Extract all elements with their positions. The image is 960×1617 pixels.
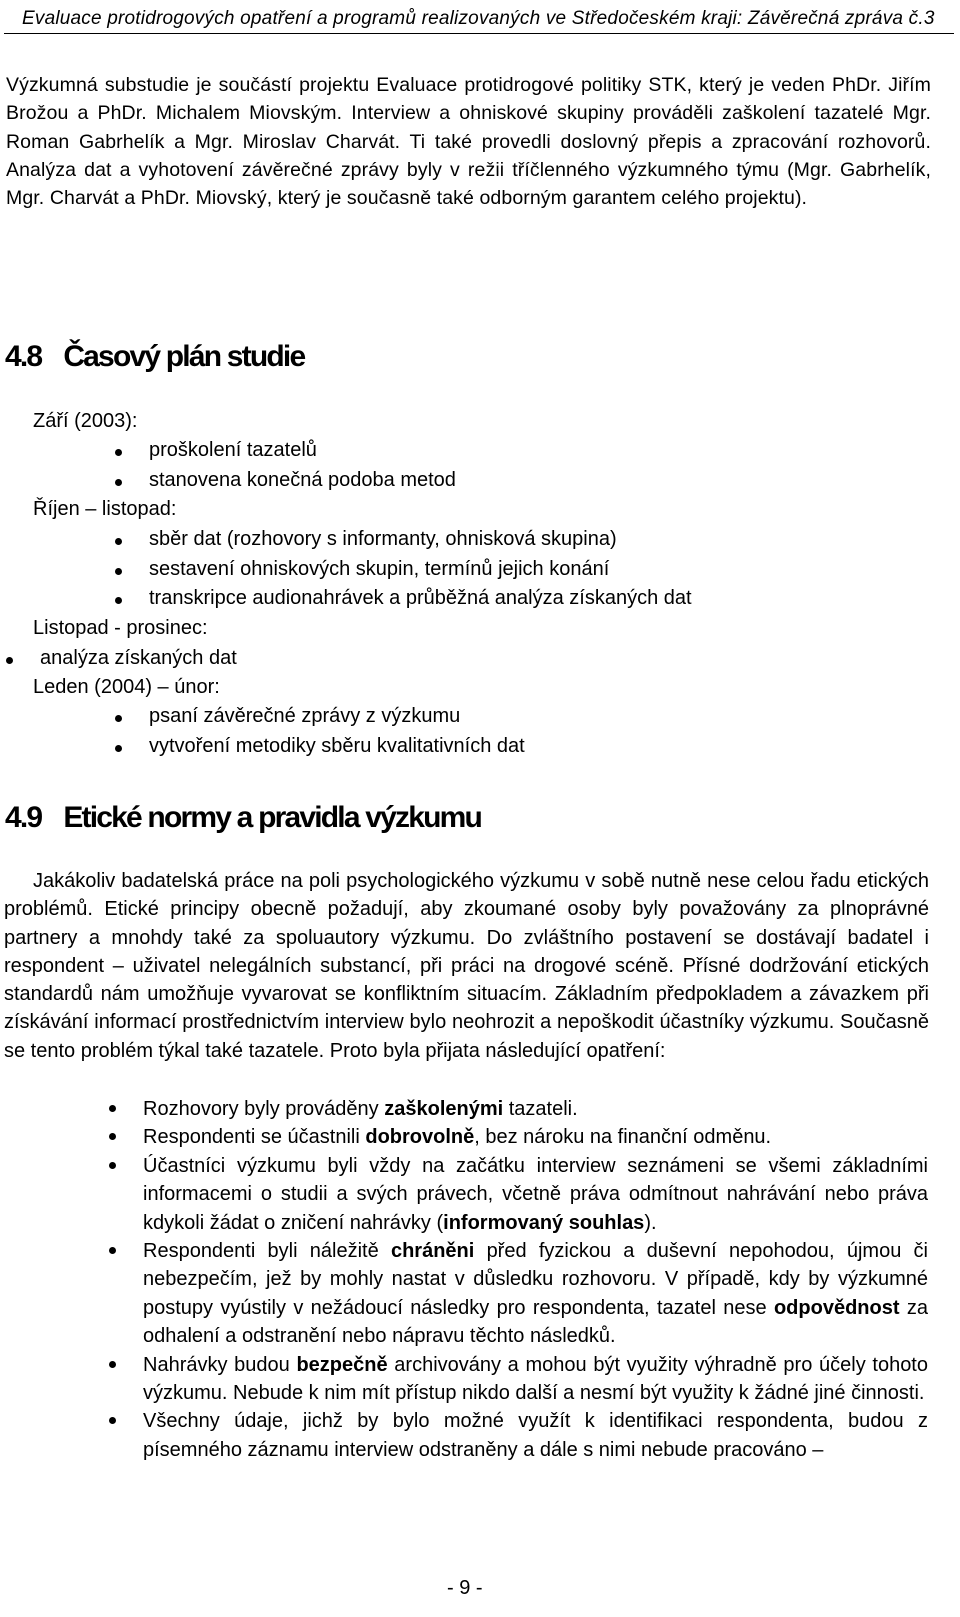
bullet-icon: [109, 1133, 116, 1140]
header-title: Evaluace protidrogových opatření a programů realizovaných ve Středočeském kraji: Závěrečná zpráva č.3: [22, 8, 935, 29]
schedule-period: Září (2003):: [33, 410, 138, 432]
intro-paragraph: Výzkumná substudie je součástí projektu Evaluace protidrogové politiky STK, který je veden PhDr. Jiřím Brožou a PhDr. Michalem Miovským. Interview a ohniskové skupiny prováděli zaškolení tazatelé Mgr. Roman Gabrhelík a Mgr. Miroslav Charvát. Ti také provedli doslovný přepis a zpracování rozhovorů. Analýza dat a vyhotovení závěrečné zprávy byly v režii tříčlenného výzkumného týmu (Mgr. Gabrhelík, Mgr. Charvát a PhDr. Miovský, který je současně také odborným garantem celého projektu).: [6, 74, 931, 210]
list-item: Nahrávky budou bezpečně archivovány a mohou být využity výhradně pro účely tohoto výzkumu. Nebude k nim mít přístup nikdo další a nesmí být využity k žádné jiné činnosti.: [143, 1351, 928, 1408]
schedule-item-text: sestavení ohniskových skupin, termínů jejich konání: [149, 558, 610, 580]
list-item: Všechny údaje, jichž by bylo možné využít k identifikaci respondenta, budou z písemného záznamu interview odstraněny a dále s nimi nebude pracováno –: [143, 1407, 928, 1464]
section-title: Časový plán studie: [63, 340, 305, 373]
bullet-icon: [109, 1361, 116, 1368]
running-header: [4, 4, 954, 34]
ethics-paragraph-text: Jakákoliv badatelská práce na poli psychologického výzkumu v sobě nutně nese celou řadu etických problémů. Etické principy obecně požadují, aby zkoumané osoby byly považovány za plnoprávné partnery a mnohdy také za spoluautory výzkumu. Do zvláštního postavení se dostávají badatel i respondent – uživatel nelegálních substancí, při práci na drogové scéně. Přísné dodržování etických standardů nám umožňuje vyvarovat se konfliktním situacím. Základním předpokladem a závazkem při získávání informací prostřednictvím interview bylo neohrozit a nepoškodit účastníky výzkumu. Současně se tento problém týkal také tazatele. Proto byla přijata následující opatření:: [4, 870, 929, 1062]
schedule-item-text: stanovena konečná podoba metod: [149, 469, 456, 491]
bullet-icon: [6, 657, 13, 664]
bullet-icon: [115, 568, 122, 575]
schedule-item-text: sběr dat (rozhovory s informanty, ohnisková skupina): [149, 528, 617, 550]
bullet-icon: [115, 715, 122, 722]
bullet-icon: [109, 1417, 116, 1424]
ethics-measures-list: [143, 1095, 928, 1464]
schedule-item: [149, 439, 317, 462]
list-item: Rozhovory byly prováděny zaškolenými tazateli.: [143, 1095, 928, 1123]
schedule-item-text: analýza získaných dat: [40, 647, 237, 669]
list-item: Respondenti se účastnili dobrovolně, bez nároku na finanční odměnu.: [143, 1123, 928, 1151]
schedule-item: [40, 647, 237, 670]
bullet-icon: [109, 1105, 116, 1112]
schedule-item-text: proškolení tazatelů: [149, 439, 317, 461]
schedule-item: [149, 528, 617, 551]
bullet-icon: [115, 597, 122, 604]
schedule-item: [149, 705, 460, 728]
schedule-period: Leden (2004) – únor:: [33, 676, 220, 698]
schedule-item-text: transkripce audionahrávek a průběžná analýza získaných dat: [149, 587, 692, 609]
section-title: Etické normy a pravidla výzkumu: [63, 801, 482, 834]
schedule-item-text: vytvoření metodiky sběru kvalitativních dat: [149, 735, 525, 757]
schedule-period: Říjen – listopad:: [33, 498, 177, 520]
bullet-icon: [115, 538, 122, 545]
schedule-item-text: psaní závěrečné zprávy z výzkumu: [149, 705, 461, 727]
list-item: Účastníci výzkumu byli vždy na začátku interview seznámeni se všemi základními informacemi o studii a svých právech, včetně práva odmítnout nahrávání nebo práva kdykoli žádat o zničení nahrávky (informovaný souhlas).: [143, 1152, 928, 1237]
bullet-icon: [109, 1247, 116, 1254]
section-heading-schedule: [5, 340, 304, 374]
bullet-icon: [109, 1162, 116, 1169]
page-number: - 9 -: [447, 1577, 483, 1599]
bullet-icon: [115, 745, 122, 752]
schedule-item: [149, 735, 525, 758]
section-heading-ethics: [5, 801, 481, 835]
bullet-icon: [115, 479, 122, 486]
schedule-item: [149, 587, 692, 610]
schedule-period: Listopad - prosinec:: [33, 617, 208, 639]
bullet-icon: [115, 449, 122, 456]
section-number: 4.9: [5, 801, 42, 834]
list-item: Respondenti byli náležitě chráněni před fyzickou a duševní nepohodou, újmou či nebezpečím, jež by mohly nastat v důsledku rozhovoru. V případě, kdy by výzkumné postupy vyústily v nežádoucí následky pro respondenta, tazatel nese odpovědnost za odhalení a odstranění nebo nápravu těchto následků.: [143, 1237, 928, 1351]
ethics-paragraph: [4, 867, 929, 1065]
section-number: 4.8: [5, 340, 42, 373]
schedule-item: [149, 469, 456, 492]
schedule-item: [149, 558, 609, 581]
